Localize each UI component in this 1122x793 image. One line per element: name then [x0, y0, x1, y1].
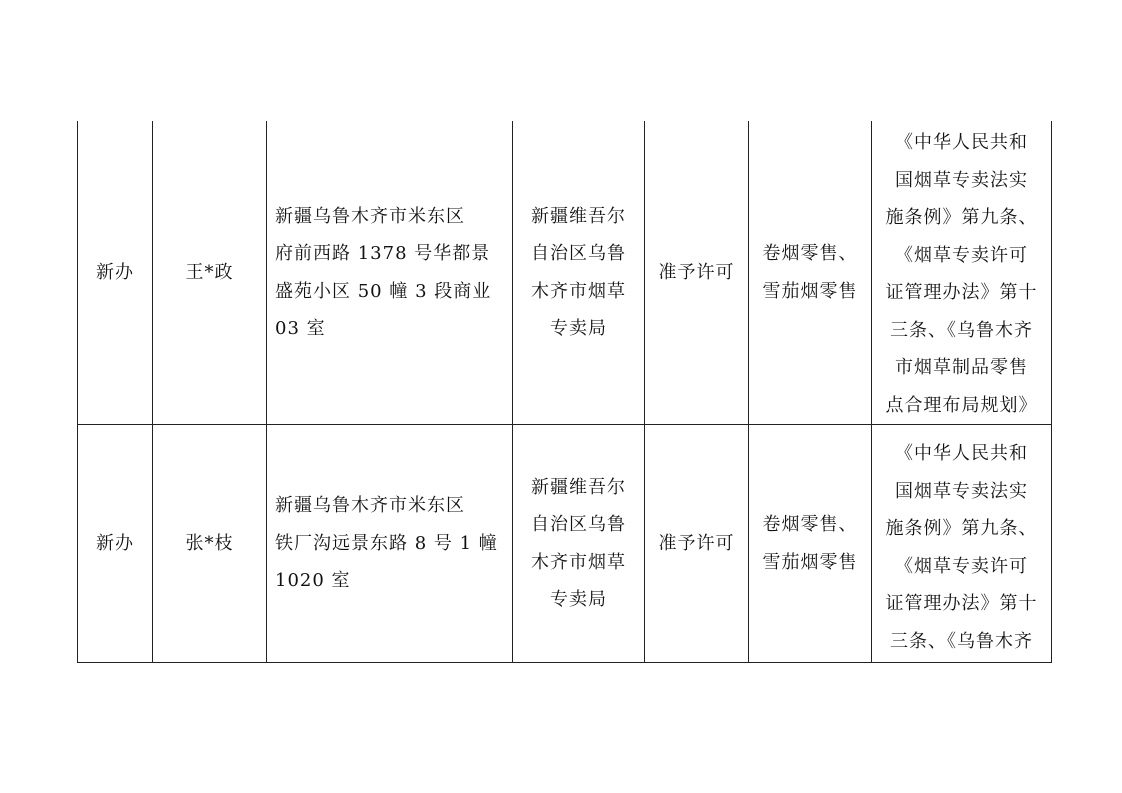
table-row: [78, 425, 1052, 663]
scope-cell: [749, 121, 872, 425]
address-line: 03 室: [275, 318, 326, 339]
license-table: [77, 121, 1052, 663]
basis-line: 证管理办法》第十: [885, 593, 1038, 614]
type-cell: 新办: [78, 121, 153, 425]
address-line: 1020 室: [275, 570, 351, 592]
authority-line: 专卖局: [550, 318, 607, 339]
basis-line: 三条、《乌鲁木齐: [890, 630, 1033, 652]
authority-line: 木齐市烟草: [531, 280, 626, 302]
authority-line: 新疆维吾尔: [531, 205, 626, 227]
basis-line: 三条、《乌鲁木齐: [890, 319, 1033, 341]
basis-line: 《烟草专卖许可: [895, 244, 1028, 266]
scope-line: 卷烟零售、: [762, 243, 858, 264]
address-cell: [267, 425, 513, 663]
basis-cell: [872, 425, 1052, 663]
authority-line: 自治区乌鲁: [531, 514, 626, 535]
scope-line: 雪茄烟零售: [762, 551, 858, 573]
basis-line: 《中华人民共和: [895, 132, 1028, 153]
basis-line: 施条例》第九条、: [885, 518, 1038, 539]
decision-cell: 准予许可: [645, 121, 749, 425]
basis-line: 证管理办法》第十: [885, 282, 1038, 303]
name-cell: 王*政: [153, 121, 267, 425]
scope-line: 卷烟零售、: [762, 514, 858, 535]
scope-line: 雪茄烟零售: [762, 280, 858, 302]
basis-line: 施条例》第九条、: [885, 207, 1038, 228]
basis-line: 国烟草专卖法实: [895, 169, 1028, 191]
basis-cell: [872, 121, 1052, 425]
scope-cell: [749, 425, 872, 663]
authority-cell: [513, 425, 645, 663]
basis-line: 《中华人民共和: [895, 443, 1028, 464]
address-line: 盛苑小区 50 幢 3 段商业: [275, 280, 492, 302]
authority-line: 木齐市烟草: [531, 551, 626, 573]
authority-line: 新疆维吾尔: [531, 476, 626, 498]
type-cell: 新办: [78, 425, 153, 663]
decision-cell: 准予许可: [645, 425, 749, 663]
table-row: [78, 121, 1052, 425]
basis-line: 市烟草制品零售: [895, 357, 1028, 378]
authority-line: 专卖局: [550, 589, 607, 610]
basis-line: 点合理布局规划》: [885, 394, 1038, 416]
address-line: 新疆乌鲁木齐市米东区: [275, 495, 465, 517]
address-line: 新疆乌鲁木齐市米东区: [275, 205, 465, 227]
address-line: 铁厂沟远景东路 8 号 1 幢: [275, 532, 498, 554]
name-cell: 张*枝: [153, 425, 267, 663]
authority-line: 自治区乌鲁: [531, 243, 626, 264]
basis-line: 《烟草专卖许可: [895, 555, 1028, 577]
address-cell: [267, 121, 513, 425]
basis-line: 国烟草专卖法实: [895, 480, 1028, 502]
authority-cell: [513, 121, 645, 425]
address-line: 府前西路 1378 号华都景: [275, 243, 491, 264]
